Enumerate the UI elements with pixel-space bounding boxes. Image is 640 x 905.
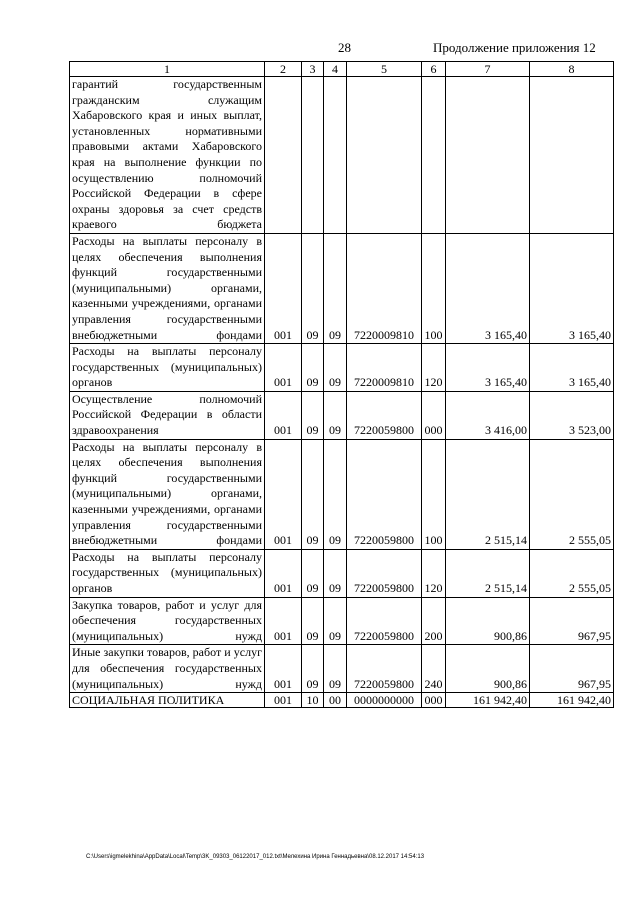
col-header-1: 1 (70, 62, 265, 77)
cell-sum-2: 2 555,05 (530, 439, 614, 549)
budget-table (69, 61, 614, 708)
cell-ministry: 001 (265, 645, 302, 693)
row-name: Осуществление полномочий Российской Федерации в области здравоохранения (70, 391, 265, 439)
col-header-2: 2 (265, 62, 302, 77)
cell-target: 7220059800 (347, 645, 422, 693)
cell-target: 7220059800 (347, 549, 422, 597)
table-row (70, 597, 614, 645)
col-header-8: 8 (530, 62, 614, 77)
table-row (70, 391, 614, 439)
cell-sum-2: 967,95 (530, 645, 614, 693)
row-name: гарантий государственным гражданским служащим Хабаровского края и иных выплат, установленных нормативными правовыми актами Хабаровского края на выполнение функции по осуществлению полномочий Российской Федерации в сфере охраны здоровья за счет средств краевого бюджета (70, 77, 265, 234)
row-name: Расходы на выплаты персоналу государственных (муниципальных) органов (70, 549, 265, 597)
cell-sum-1 (446, 77, 530, 234)
cell-section (302, 77, 324, 234)
cell-subsection (324, 77, 347, 234)
cell-sum-2: 967,95 (530, 597, 614, 645)
cell-subsection: 09 (324, 549, 347, 597)
row-name: СОЦИАЛЬНАЯ ПОЛИТИКА (70, 693, 265, 708)
cell-section: 09 (302, 645, 324, 693)
col-header-7: 7 (446, 62, 530, 77)
cell-ministry: 001 (265, 391, 302, 439)
header-row (70, 62, 614, 77)
cell-sum-1: 900,86 (446, 597, 530, 645)
cell-ministry: 001 (265, 549, 302, 597)
cell-ministry: 001 (265, 693, 302, 708)
col-header-4: 4 (324, 62, 347, 77)
cell-section: 09 (302, 549, 324, 597)
cell-sum-1: 2 515,14 (446, 439, 530, 549)
table-row (70, 344, 614, 392)
cell-type: 120 (422, 549, 446, 597)
cell-section: 09 (302, 597, 324, 645)
cell-sum-2: 2 555,05 (530, 549, 614, 597)
cell-type: 100 (422, 439, 446, 549)
cell-target: 7220059800 (347, 391, 422, 439)
cell-section: 09 (302, 439, 324, 549)
cell-subsection: 09 (324, 233, 347, 343)
row-name: Расходы на выплаты персоналу в целях обеспечения выполнения функций государственными (муниципальными) органами, казенными учреждениями, органами управления государственными внебюджетными фондами (70, 439, 265, 549)
cell-ministry: 001 (265, 233, 302, 343)
cell-type: 000 (422, 391, 446, 439)
cell-ministry: 001 (265, 439, 302, 549)
cell-target: 7220009810 (347, 344, 422, 392)
cell-type: 200 (422, 597, 446, 645)
cell-target: 7220009810 (347, 233, 422, 343)
cell-sum-1: 3 165,40 (446, 344, 530, 392)
cell-subsection: 09 (324, 439, 347, 549)
cell-type: 240 (422, 645, 446, 693)
cell-sum-1: 161 942,40 (446, 693, 530, 708)
cell-sum-1: 2 515,14 (446, 549, 530, 597)
page-number: 28 (338, 40, 351, 55)
cell-sum-1: 3 165,40 (446, 233, 530, 343)
cell-sum-2: 161 942,40 (530, 693, 614, 708)
cell-type: 100 (422, 233, 446, 343)
row-name: Расходы на выплаты персоналу государственных (муниципальных) органов (70, 344, 265, 392)
cell-subsection: 09 (324, 391, 347, 439)
col-header-5: 5 (347, 62, 422, 77)
appendix-label: Продолжение приложения 12 (433, 40, 596, 55)
row-name: Расходы на выплаты персоналу в целях обеспечения выполнения функций государственными (муниципальными) органами, казенными учреждениями, органами управления государственными внебюджетными фондами (70, 233, 265, 343)
table-row (70, 77, 614, 234)
cell-ministry: 001 (265, 344, 302, 392)
cell-sum-2 (530, 77, 614, 234)
table-row (70, 693, 614, 708)
cell-target: 0000000000 (347, 693, 422, 708)
cell-type (422, 77, 446, 234)
cell-subsection: 09 (324, 597, 347, 645)
cell-subsection: 09 (324, 645, 347, 693)
cell-section: 09 (302, 391, 324, 439)
cell-sum-1: 900,86 (446, 645, 530, 693)
cell-sum-2: 3 523,00 (530, 391, 614, 439)
table-row (70, 549, 614, 597)
file-path-footer: C:\Users\igmelekhina\AppData\Local\Temp\3K_09303_06122017_012.txt\Мелехина Ирина Геннадьевна\08.12.2017 14:54:13 (86, 854, 425, 860)
row-name: Иные закупки товаров, работ и услуг для обеспечения государственных (муниципальных) нужд (70, 645, 265, 693)
cell-target (347, 77, 422, 234)
cell-subsection: 00 (324, 693, 347, 708)
cell-type: 120 (422, 344, 446, 392)
col-header-6: 6 (422, 62, 446, 77)
table-row (70, 233, 614, 343)
row-name: Закупка товаров, работ и услуг для обеспечения государственных (муниципальных) нужд (70, 597, 265, 645)
table-row (70, 645, 614, 693)
cell-ministry (265, 77, 302, 234)
cell-sum-2: 3 165,40 (530, 233, 614, 343)
cell-subsection: 09 (324, 344, 347, 392)
cell-section: 10 (302, 693, 324, 708)
cell-target: 7220059800 (347, 597, 422, 645)
cell-type: 000 (422, 693, 446, 708)
col-header-3: 3 (302, 62, 324, 77)
cell-ministry: 001 (265, 597, 302, 645)
table-row (70, 439, 614, 549)
cell-target: 7220059800 (347, 439, 422, 549)
cell-section: 09 (302, 233, 324, 343)
cell-section: 09 (302, 344, 324, 392)
cell-sum-1: 3 416,00 (446, 391, 530, 439)
cell-sum-2: 3 165,40 (530, 344, 614, 392)
